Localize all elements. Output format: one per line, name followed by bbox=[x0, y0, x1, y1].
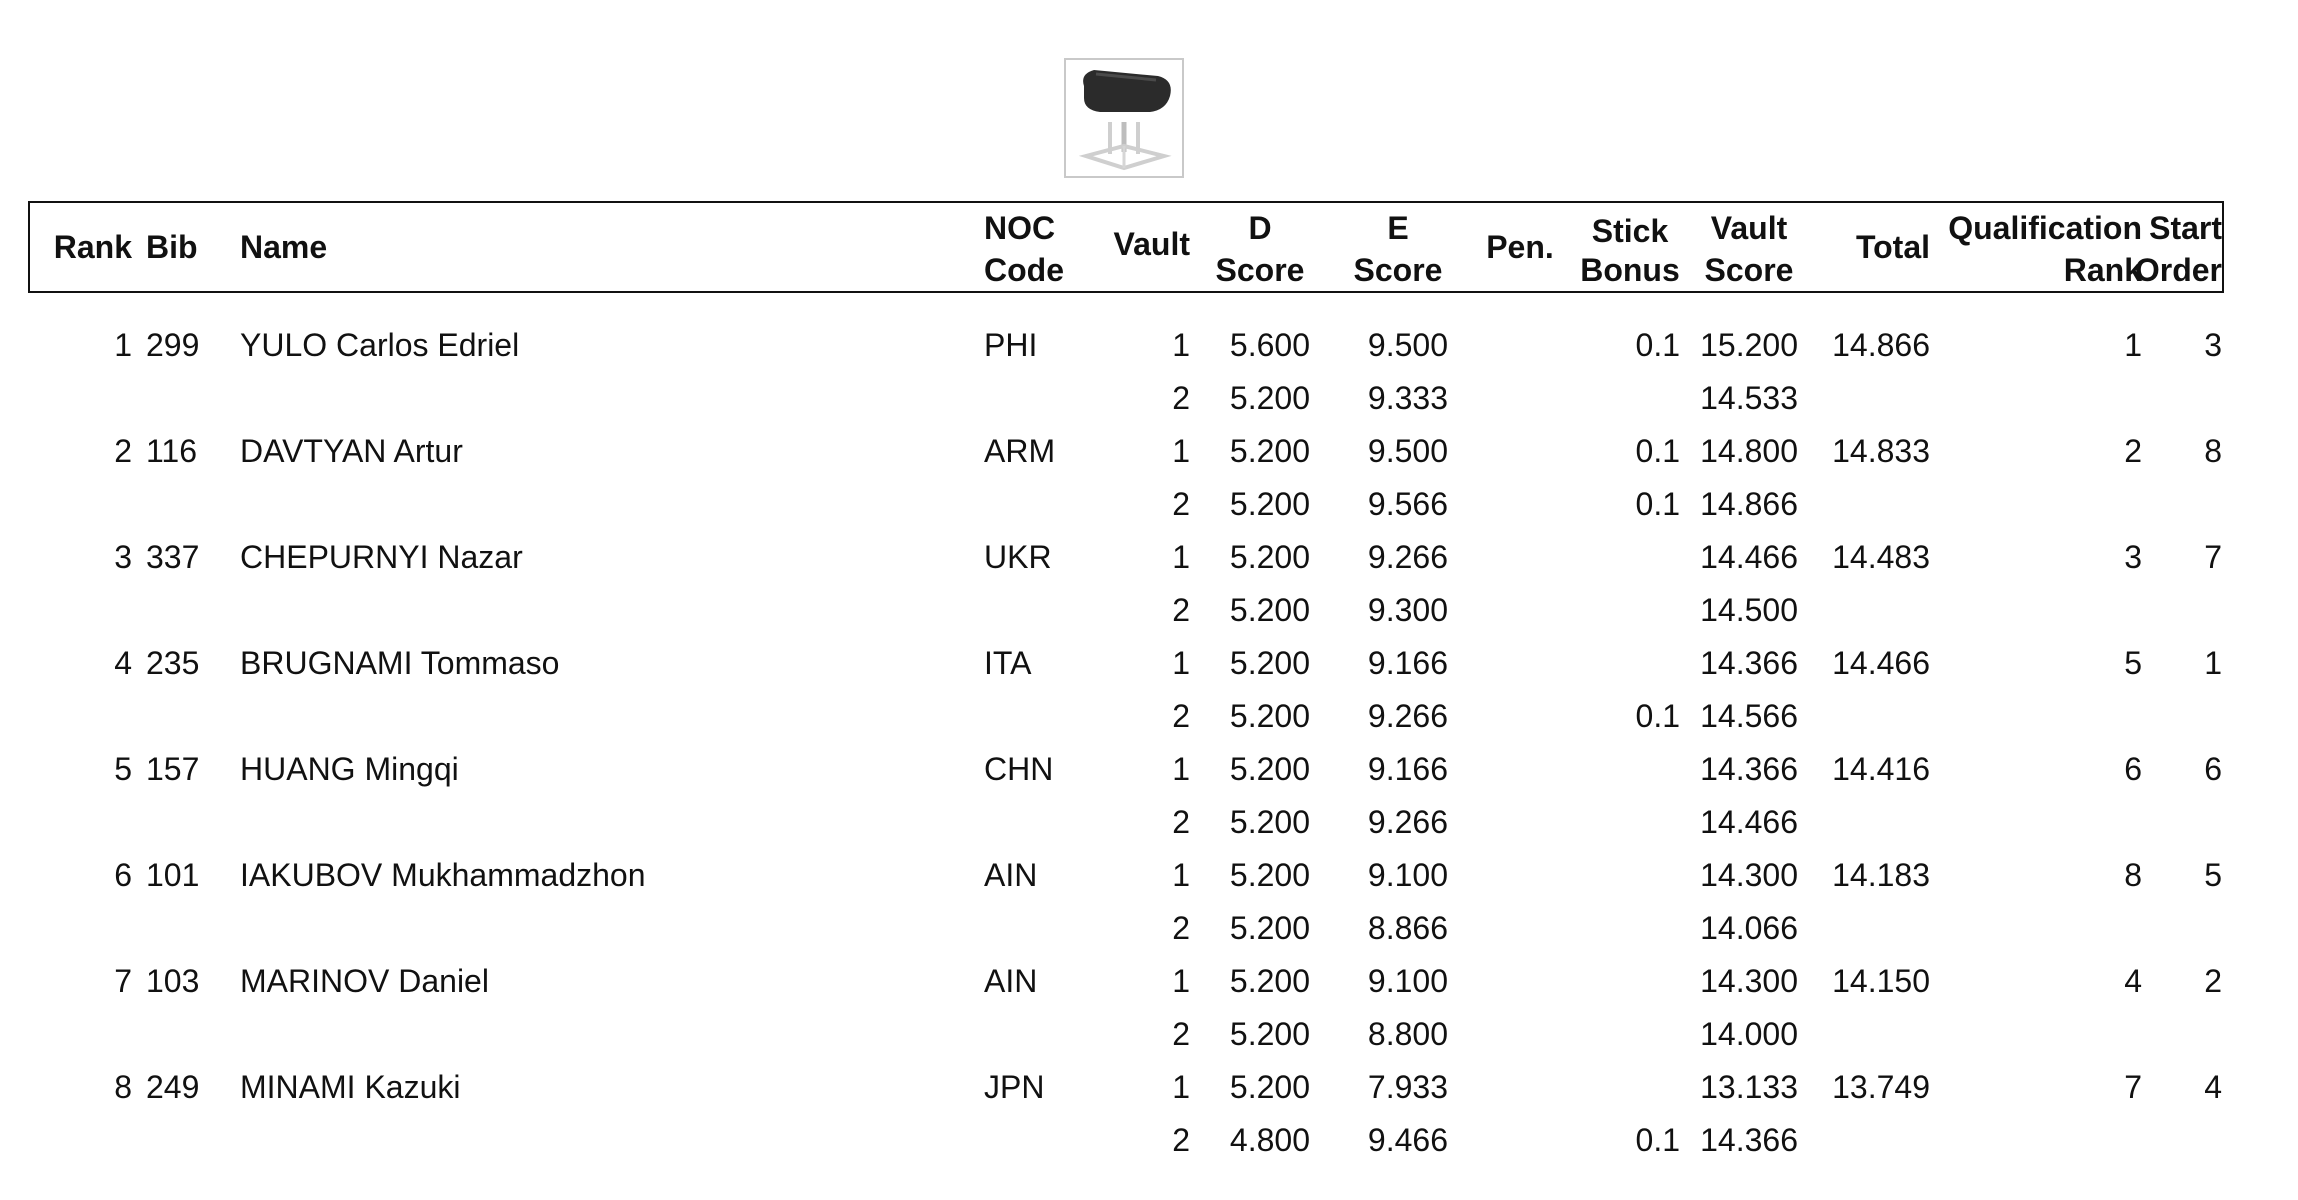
e-score-cell: 9.266 bbox=[1367, 539, 1448, 575]
e-score-cell: 9.566 bbox=[1367, 486, 1448, 522]
noc-code-cell: JPN bbox=[984, 1069, 1045, 1105]
header-bib: Bib bbox=[146, 229, 198, 265]
vault-number-cell: 1 bbox=[1172, 963, 1190, 999]
rank-cell: 4 bbox=[114, 645, 132, 681]
vault-score-cell: 14.366 bbox=[1700, 1122, 1798, 1158]
e-score-cell: 9.166 bbox=[1367, 751, 1448, 787]
table-row bbox=[0, 1008, 2298, 1060]
e-score-cell: 9.500 bbox=[1367, 433, 1448, 469]
vault-score-cell: 14.466 bbox=[1700, 539, 1798, 575]
e-score-cell: 9.266 bbox=[1367, 804, 1448, 840]
vault-number-cell: 1 bbox=[1172, 1069, 1190, 1105]
header-name: Name bbox=[240, 229, 328, 265]
vault-number-cell: 2 bbox=[1172, 804, 1190, 840]
rank-cell: 2 bbox=[114, 433, 132, 469]
table-row bbox=[0, 902, 2298, 954]
athlete-name: MINAMI Kazuki bbox=[240, 1069, 461, 1105]
total-cell: 14.466 bbox=[1832, 645, 1930, 681]
noc-code-cell: UKR bbox=[984, 539, 1052, 575]
header-noc-line2: Code bbox=[984, 252, 1064, 288]
athlete-name: YULO Carlos Edriel bbox=[240, 327, 520, 363]
vault-number-cell: 2 bbox=[1172, 380, 1190, 416]
table-row bbox=[0, 955, 2298, 1007]
vault-score-cell: 14.000 bbox=[1700, 1016, 1798, 1052]
bib-cell: 249 bbox=[146, 1069, 200, 1105]
d-score-cell: 4.800 bbox=[1229, 1122, 1310, 1158]
e-score-cell: 9.333 bbox=[1367, 380, 1448, 416]
header-e-line1: E bbox=[1387, 210, 1409, 246]
rank-cell: 5 bbox=[114, 751, 132, 787]
d-score-cell: 5.200 bbox=[1229, 592, 1310, 628]
bib-cell: 103 bbox=[146, 963, 200, 999]
vault-number-cell: 1 bbox=[1172, 539, 1190, 575]
table-row bbox=[0, 849, 2298, 901]
rank-cell: 7 bbox=[114, 963, 132, 999]
qualification-rank-cell: 4 bbox=[2124, 963, 2142, 999]
vault-number-cell: 1 bbox=[1172, 857, 1190, 893]
d-score-cell: 5.200 bbox=[1229, 539, 1310, 575]
rank-cell: 6 bbox=[114, 857, 132, 893]
total-cell: 14.483 bbox=[1832, 539, 1930, 575]
table-row bbox=[0, 1114, 2298, 1166]
vault-score-cell: 14.366 bbox=[1700, 751, 1798, 787]
header-pen: Pen. bbox=[1486, 229, 1554, 265]
d-score-cell: 5.200 bbox=[1229, 1069, 1310, 1105]
athlete-name: CHEPURNYI Nazar bbox=[240, 539, 523, 575]
header-vscore-line2: Score bbox=[1704, 252, 1794, 288]
total-cell: 14.833 bbox=[1832, 433, 1930, 469]
stick-bonus-cell: 0.1 bbox=[1635, 486, 1680, 522]
qualification-rank-cell: 2 bbox=[2124, 433, 2142, 469]
stick-bonus-cell: 0.1 bbox=[1635, 1122, 1680, 1158]
vault-number-cell: 2 bbox=[1172, 592, 1190, 628]
vault-number-cell: 2 bbox=[1172, 1016, 1190, 1052]
vault-score-cell: 14.300 bbox=[1700, 857, 1798, 893]
d-score-cell: 5.200 bbox=[1229, 486, 1310, 522]
noc-code-cell: ARM bbox=[984, 433, 1056, 469]
athlete-name: DAVTYAN Artur bbox=[240, 433, 463, 469]
d-score-cell: 5.200 bbox=[1229, 433, 1310, 469]
e-score-cell: 9.300 bbox=[1367, 592, 1448, 628]
vault-score-cell: 14.466 bbox=[1700, 804, 1798, 840]
vault-number-cell: 2 bbox=[1172, 698, 1190, 734]
header-d-line2: Score bbox=[1215, 252, 1305, 288]
bib-cell: 337 bbox=[146, 539, 200, 575]
total-cell: 13.749 bbox=[1832, 1069, 1930, 1105]
d-score-cell: 5.200 bbox=[1229, 910, 1310, 946]
bib-cell: 101 bbox=[146, 857, 200, 893]
e-score-cell: 8.866 bbox=[1367, 910, 1448, 946]
qualification-rank-cell: 5 bbox=[2124, 645, 2142, 681]
apparatus-image bbox=[1064, 58, 1184, 178]
stick-bonus-cell: 0.1 bbox=[1635, 698, 1680, 734]
header-stick-line2: Bonus bbox=[1580, 252, 1680, 288]
header-stick-line1: Stick bbox=[1591, 213, 1669, 249]
header-qual-line1: Qualification bbox=[1948, 210, 2142, 246]
vault-score-cell: 14.300 bbox=[1700, 963, 1798, 999]
vault-score-cell: 14.533 bbox=[1700, 380, 1798, 416]
header-vault: Vault bbox=[1113, 226, 1190, 262]
vault-number-cell: 1 bbox=[1172, 327, 1190, 363]
table-row bbox=[0, 637, 2298, 689]
vault-number-cell: 1 bbox=[1172, 751, 1190, 787]
e-score-cell: 9.166 bbox=[1367, 645, 1448, 681]
header-qual-line2: Rank bbox=[2063, 252, 2142, 288]
header-start-line2: Order bbox=[2134, 252, 2222, 288]
e-score-cell: 9.500 bbox=[1367, 327, 1448, 363]
qualification-rank-cell: 6 bbox=[2124, 751, 2142, 787]
vault-score-cell: 14.366 bbox=[1700, 645, 1798, 681]
table-row bbox=[0, 796, 2298, 848]
start-order-cell: 7 bbox=[2204, 539, 2222, 575]
noc-code-cell: AIN bbox=[984, 963, 1038, 999]
qualification-rank-cell: 3 bbox=[2124, 539, 2142, 575]
header-noc-line1: NOC bbox=[984, 210, 1056, 246]
rank-cell: 1 bbox=[114, 327, 132, 363]
stick-bonus-cell: 0.1 bbox=[1635, 433, 1680, 469]
bib-cell: 116 bbox=[146, 433, 198, 469]
vault-number-cell: 2 bbox=[1172, 1122, 1190, 1158]
bib-cell: 235 bbox=[146, 645, 200, 681]
e-score-cell: 9.100 bbox=[1367, 963, 1448, 999]
d-score-cell: 5.200 bbox=[1229, 645, 1310, 681]
table-row bbox=[0, 743, 2298, 795]
vault-number-cell: 2 bbox=[1172, 910, 1190, 946]
athlete-name: MARINOV Daniel bbox=[240, 963, 489, 999]
vault-score-cell: 14.800 bbox=[1700, 433, 1798, 469]
total-cell: 14.183 bbox=[1832, 857, 1930, 893]
start-order-cell: 2 bbox=[2204, 963, 2222, 999]
total-cell: 14.416 bbox=[1832, 751, 1930, 787]
e-score-cell: 9.466 bbox=[1367, 1122, 1448, 1158]
vault-score-cell: 14.066 bbox=[1700, 910, 1798, 946]
table-row bbox=[0, 425, 2298, 477]
d-score-cell: 5.200 bbox=[1229, 1016, 1310, 1052]
d-score-cell: 5.200 bbox=[1229, 804, 1310, 840]
stick-bonus-cell: 0.1 bbox=[1635, 327, 1680, 363]
d-score-cell: 5.200 bbox=[1229, 751, 1310, 787]
noc-code-cell: AIN bbox=[984, 857, 1038, 893]
start-order-cell: 8 bbox=[2204, 433, 2222, 469]
table-row bbox=[0, 531, 2298, 583]
d-score-cell: 5.200 bbox=[1229, 857, 1310, 893]
qualification-rank-cell: 8 bbox=[2124, 857, 2142, 893]
start-order-cell: 4 bbox=[2204, 1069, 2222, 1105]
noc-code-cell: ITA bbox=[984, 645, 1032, 681]
table-row bbox=[0, 372, 2298, 424]
table-row bbox=[0, 478, 2298, 530]
athlete-name: BRUGNAMI Tommaso bbox=[240, 645, 560, 681]
d-score-cell: 5.200 bbox=[1229, 380, 1310, 416]
table-row bbox=[0, 584, 2298, 636]
table-row bbox=[0, 1061, 2298, 1113]
header-total: Total bbox=[1855, 229, 1930, 265]
rank-cell: 3 bbox=[114, 539, 132, 575]
qualification-rank-cell: 1 bbox=[2124, 327, 2142, 363]
noc-code-cell: PHI bbox=[984, 327, 1038, 363]
e-score-cell: 8.800 bbox=[1367, 1016, 1448, 1052]
rank-cell: 8 bbox=[114, 1069, 132, 1105]
vault-number-cell: 1 bbox=[1172, 433, 1190, 469]
vault-table-icon bbox=[1066, 60, 1182, 176]
vault-number-cell: 1 bbox=[1172, 645, 1190, 681]
noc-code-cell: CHN bbox=[984, 751, 1054, 787]
qualification-rank-cell: 7 bbox=[2124, 1069, 2142, 1105]
e-score-cell: 9.266 bbox=[1367, 698, 1448, 734]
header-d-line1: D bbox=[1248, 210, 1272, 246]
table-row bbox=[0, 690, 2298, 742]
bib-cell: 157 bbox=[146, 751, 200, 787]
start-order-cell: 5 bbox=[2204, 857, 2222, 893]
total-cell: 14.866 bbox=[1832, 327, 1930, 363]
header-vscore-line1: Vault bbox=[1710, 210, 1788, 246]
vault-score-cell: 14.566 bbox=[1700, 698, 1798, 734]
e-score-cell: 9.100 bbox=[1367, 857, 1448, 893]
start-order-cell: 6 bbox=[2204, 751, 2222, 787]
start-order-cell: 3 bbox=[2204, 327, 2222, 363]
bib-cell: 299 bbox=[146, 327, 200, 363]
vault-score-cell: 14.866 bbox=[1700, 486, 1798, 522]
d-score-cell: 5.200 bbox=[1229, 963, 1310, 999]
table-row bbox=[0, 319, 2298, 371]
e-score-cell: 7.933 bbox=[1367, 1069, 1448, 1105]
header-start-line1: Start bbox=[2149, 210, 2222, 246]
total-cell: 14.150 bbox=[1832, 963, 1930, 999]
vault-number-cell: 2 bbox=[1172, 486, 1190, 522]
start-order-cell: 1 bbox=[2204, 645, 2222, 681]
athlete-name: HUANG Mingqi bbox=[240, 751, 459, 787]
vault-score-cell: 15.200 bbox=[1700, 327, 1798, 363]
vault-score-cell: 14.500 bbox=[1700, 592, 1798, 628]
d-score-cell: 5.200 bbox=[1229, 698, 1310, 734]
vault-score-cell: 13.133 bbox=[1700, 1069, 1798, 1105]
d-score-cell: 5.600 bbox=[1229, 327, 1310, 363]
header-e-line2: Score bbox=[1353, 252, 1443, 288]
header-rank: Rank bbox=[53, 229, 132, 265]
athlete-name: IAKUBOV Mukhammadzhon bbox=[240, 857, 646, 893]
